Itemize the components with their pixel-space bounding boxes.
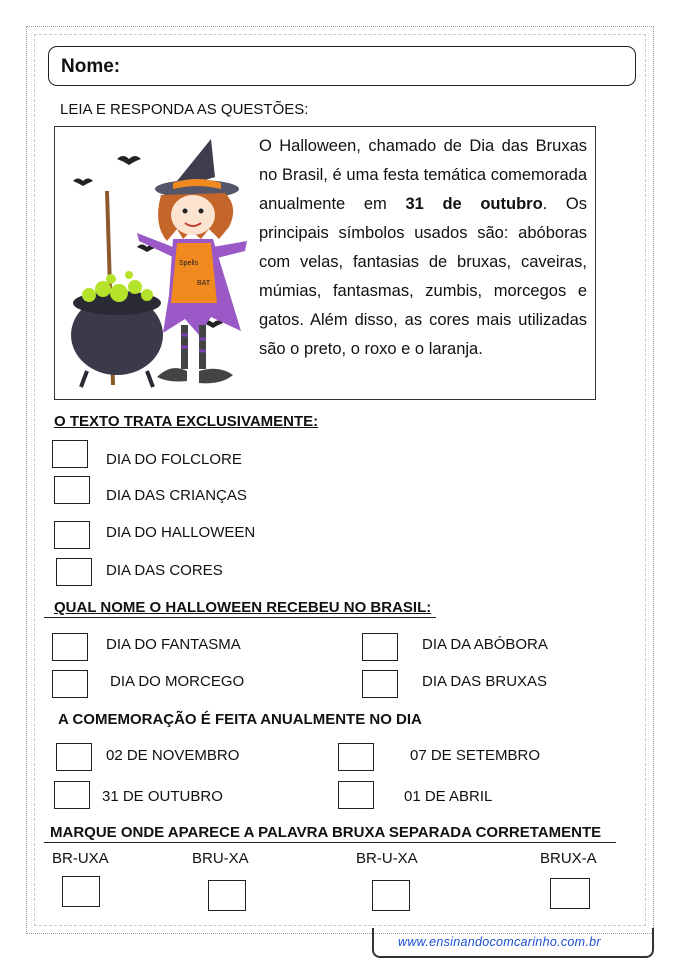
story-text	[259, 132, 587, 364]
question-4-title: MARQUE ONDE APARECE A PALAVRA BRUXA SEPARADA CORRETAMENTE	[50, 824, 602, 841]
question-3-title: A COMEMORAÇÃO É FEITA ANUALMENTE NO DIA	[58, 711, 422, 728]
apron-text-2: BAT	[197, 280, 211, 287]
question-2-underline	[44, 617, 436, 618]
question-4-underline	[44, 842, 616, 843]
q2-option-3-label: DIA DO MORCEGO	[110, 673, 245, 690]
q3-option-3-label: 31 DE OUTUBRO	[102, 788, 223, 805]
q4-option-4-checkbox[interactable]	[550, 878, 590, 909]
q4-option-4-label: BRUX-A	[540, 850, 597, 867]
q4-option-1-checkbox[interactable]	[62, 876, 100, 907]
q1-option-1-checkbox[interactable]	[52, 440, 88, 468]
q4-option-3-label: BR-U-XA	[356, 850, 418, 867]
q1-option-4-label: DIA DAS CORES	[106, 562, 223, 579]
instructions: LEIA E RESPONDA AS QUESTÕES:	[60, 101, 309, 118]
q2-option-2-label: DIA DA ABÓBORA	[422, 636, 548, 653]
q4-option-1-label: BR-UXA	[52, 850, 109, 867]
q3-option-4-checkbox[interactable]	[338, 781, 374, 809]
question-1-title: O TEXTO TRATA EXCLUSIVAMENTE:	[54, 413, 319, 430]
q3-option-1-checkbox[interactable]	[56, 743, 92, 771]
q1-option-4-checkbox[interactable]	[56, 558, 92, 586]
q2-option-1-label: DIA DO FANTASMA	[106, 636, 241, 653]
footer-url-link[interactable]: www.ensinandocomcarinho.com.br	[398, 935, 601, 949]
q2-option-4-label: DIA DAS BRUXAS	[422, 673, 548, 690]
q3-option-2-label: 07 DE SETEMBRO	[410, 747, 541, 764]
q3-option-4-label: 01 DE ABRIL	[404, 788, 493, 805]
story-part-2: . Os principais símbolos usados são: abóboras com velas, fantasias de bruxas, caveiras, múmias, fantasmas, zumbis, morcegos e gatos. Além disso, as cores mais utilizadas são o preto, o roxo e o laranja.	[259, 195, 587, 358]
q1-option-2-label: DIA DAS CRIANÇAS	[106, 487, 247, 504]
apron-text: Spells	[179, 260, 199, 267]
q2-option-1-checkbox[interactable]	[52, 633, 88, 661]
name-field[interactable]	[48, 46, 636, 86]
q4-option-2-checkbox[interactable]	[208, 880, 246, 911]
q1-option-3-checkbox[interactable]	[54, 521, 90, 549]
q2-option-3-checkbox[interactable]	[52, 670, 88, 698]
q4-option-2-label: BRU-XA	[192, 850, 249, 867]
q1-option-3-label: DIA DO HALLOWEEN	[106, 524, 256, 541]
q3-option-1-label: 02 DE NOVEMBRO	[106, 747, 240, 764]
q1-option-2-checkbox[interactable]	[54, 476, 90, 504]
q3-option-2-checkbox[interactable]	[338, 743, 374, 771]
q3-option-3-checkbox[interactable]	[54, 781, 90, 809]
story-box	[54, 126, 596, 400]
q2-option-4-checkbox[interactable]	[362, 670, 398, 698]
question-2-title: QUAL NOME O HALLOWEEN RECEBEU NO BRASIL:	[54, 599, 432, 616]
story-part-1: O Halloween, chamado de Dia das Bruxas no Brasil, é uma festa temática comemorada anualmente em	[259, 137, 587, 213]
name-label: Nome:	[61, 56, 121, 77]
q4-option-3-checkbox[interactable]	[372, 880, 410, 911]
story-date: 31 de outubro	[405, 195, 543, 213]
q1-option-1-label: DIA DO FOLCLORE	[106, 451, 242, 468]
witch-illustration	[65, 135, 255, 393]
q2-option-2-checkbox[interactable]	[362, 633, 398, 661]
